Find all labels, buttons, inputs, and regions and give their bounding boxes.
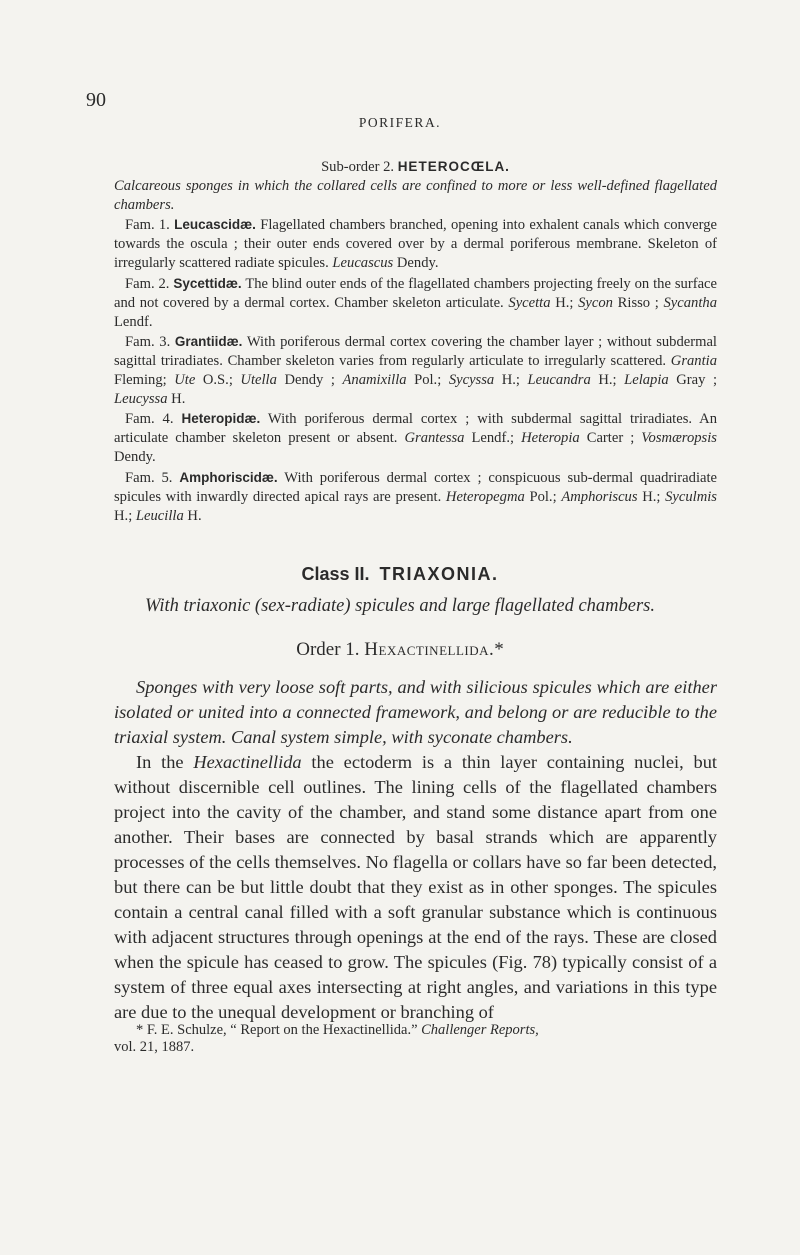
page-number: 90 — [86, 89, 106, 111]
genus-name: Sycyssa — [448, 372, 495, 389]
suborder-prefix: Sub-order 2. — [321, 159, 395, 175]
genus-name: Amphoriscus — [561, 488, 638, 505]
genus-name: Sycantha — [663, 294, 717, 311]
suborder-section — [114, 157, 717, 526]
genus-name: Vosmæropsis — [641, 430, 717, 447]
family-entry: Fam. 4. Heteropidæ. With poriferous dermal cortex ; with subdermal sagittal triradiates. An articulate chamber skeleton present or absent. Grantessa Lendf.; Heteropia Carter ; Vosmæropsis Dendy. — [114, 411, 718, 466]
genus-name: Leucandra — [527, 372, 591, 389]
genus-name: Leucyssa — [114, 391, 168, 408]
class-name: TRIAXONIA. — [379, 564, 499, 584]
family-entry: Fam. 5. Amphoriscidæ. With poriferous dermal cortex ; conspicuous sub-dermal quadriradiate spicules with inwardly directed apical rays are present. Heteropegma Pol.; Amphoriscus H.; Syculmis H.; Leucilla H. — [114, 469, 718, 524]
family-name: Leucascidæ. — [174, 217, 256, 233]
genus-name: Grantessa — [404, 430, 465, 447]
class-prefix: Class II. — [301, 564, 370, 584]
genus-name: Sycetta — [508, 294, 551, 311]
genus-name: Grantia — [670, 352, 717, 369]
genus-name: Leucilla — [135, 507, 184, 524]
suborder-name: HETEROCŒLA. — [397, 159, 510, 174]
order-heading — [0, 639, 800, 661]
order-description: Sponges with very loose soft parts, and with silicious spicules which are either isolated or united into a connected framework, and belong or are reducible to the triaxial system. Canal system simple, with syconate chambers. — [114, 677, 717, 747]
order-prefix: Order 1. — [296, 639, 360, 660]
genus-name: Sycon — [578, 294, 613, 311]
class-heading — [0, 564, 800, 585]
footnote: * F. E. Schulze, “ Report on the Hexactinellida.” Challenger Reports, vol. 21, 1887. — [114, 1022, 539, 1055]
family-entry: Fam. 2. Sycettidæ. The blind outer ends of the flagellated chambers projecting freely on the surface and not covered by a dermal cortex. Chamber skeleton articulate. Sycetta H.; Sycon Risso ; Sycantha Lendf. — [114, 275, 717, 330]
genus-name: Heteropegma — [445, 488, 525, 505]
genus-name: Utella — [240, 372, 277, 389]
family-name: Heteropidæ. — [181, 411, 261, 427]
family-entry: Fam. 3. Grantiidæ. With poriferous dermal cortex covering the chamber layer ; without subdermal sagittal triradiates. Chamber skeleton varies from regularly articulate to irregularly scattered. Grantia Fleming; Ute O.S.; Utella Dendy ; Anamixilla Pol.; Sycyssa H.; Leucandra H.; Lelapia Gray ; Leucyssa H. — [114, 333, 718, 408]
genus-name: Syculmis — [665, 488, 717, 505]
suborder-description: Calcareous sponges in which the collared cells are confined to more or less well-defined flagellated chambers. — [114, 178, 717, 214]
family-entry: Fam. 1. Leucascidæ. Flagellated chambers branched, opening into exhalent canals which converge towards the oscula ; their outer ends covered over by a dermal poriferous membrane. Skeleton of irregularly scattered radiate spicules. Leucascus Dendy. — [114, 217, 717, 272]
body-paragraph: In the Hexactinellida the ectoderm is a thin layer containing nuclei, but without discernible cell outlines. The lining cells of the flagellated chambers project into the cavity of the chamber, and stand some distance apart from one another. Their bases are connected by basal strands which are apparently processes of the cells themselves. No flagella or collars have so far been detected, but there can be but little doubt that they exist as in other sponges. The spicules contain a central canal filled with a soft granular substance which is continuous with adjacent structures through openings at the end of the rays. These are closed when the spicule has ceased to grow. The spicules (Fig. 78) typically consist of a system of three equal axes intersecting at right angles, and variations in this type are due to the unequal development or branching of — [114, 752, 717, 1022]
genus-name: Heteropia — [521, 430, 580, 447]
taxon-name: Hexactinellida — [193, 752, 302, 772]
footnote-mark: * — [494, 639, 504, 660]
family-name: Grantiidæ. — [174, 333, 243, 349]
suborder-heading — [114, 157, 717, 177]
class-description: With triaxonic (sex-radiate) spicules and large flagellated chambers. — [144, 596, 656, 616]
order-name: Hexactinellida. — [364, 639, 495, 660]
genus-name: Lelapia — [624, 372, 669, 389]
family-list — [114, 215, 717, 526]
genus-name: Ute — [174, 372, 196, 389]
family-name: Amphoriscidæ. — [179, 469, 278, 485]
family-name: Sycettidæ. — [173, 275, 242, 291]
genus-name: Leucascus — [332, 255, 394, 272]
running-head: PORIFERA. — [358, 115, 442, 130]
genus-name: Anamixilla — [342, 372, 407, 389]
order-text — [114, 675, 717, 1025]
